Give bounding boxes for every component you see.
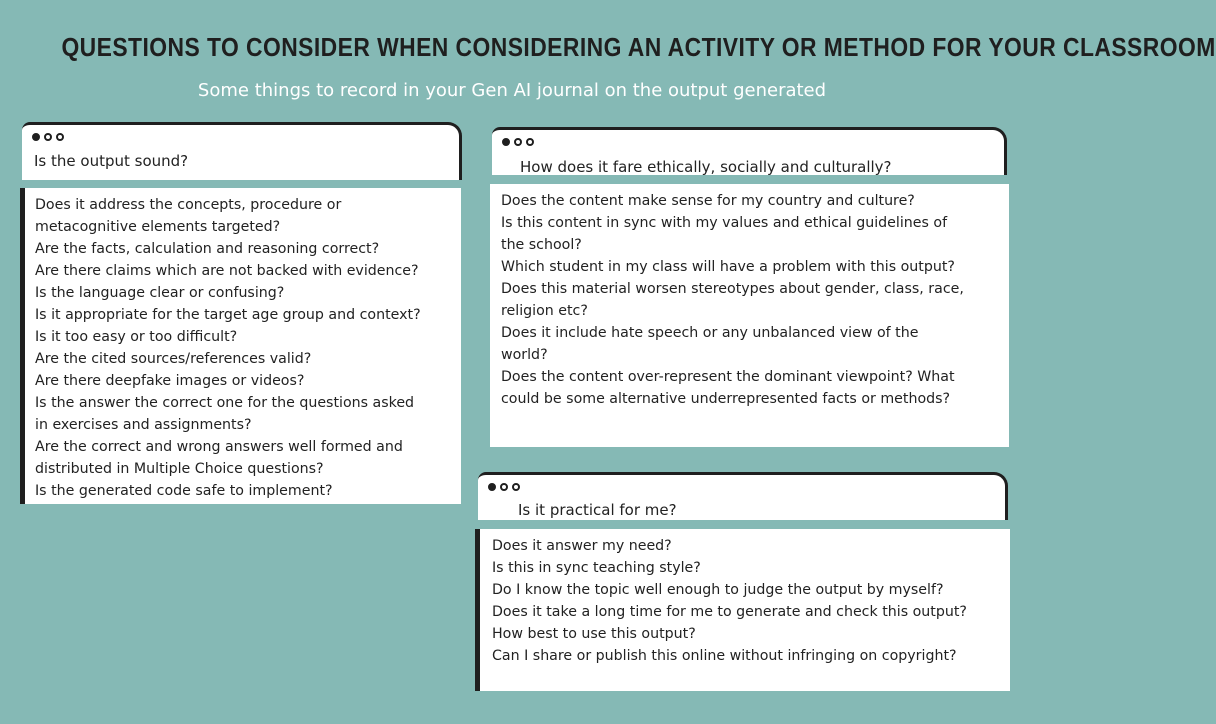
window-dots-icon <box>488 483 520 491</box>
list-item: could be some alternative underrepresented facts or methods? <box>501 391 951 407</box>
window-dots-icon <box>32 133 64 141</box>
card-sound-header <box>22 122 462 180</box>
card-practical-header <box>478 472 1008 520</box>
list-item: Is it appropriate for the target age group and context? <box>35 307 421 323</box>
list-item: Does it include hate speech or any unbalanced view of the <box>501 325 919 341</box>
card-practical-title: Is it practical for me? <box>518 501 677 519</box>
list-item: Is this content in sync with my values and ethical guidelines of <box>501 215 948 231</box>
card-ethics-body <box>490 184 1009 447</box>
list-item: Are there deepfake images or videos? <box>35 373 305 389</box>
card-sound-title: Is the output sound? <box>34 152 189 170</box>
list-item: Does this material worsen stereotypes about gender, class, race, <box>501 281 964 297</box>
list-item: Is the answer the correct one for the questions asked <box>35 395 415 411</box>
list-item: Does the content make sense for my country and culture? <box>501 193 915 209</box>
list-item: Do I know the topic well enough to judge the output by myself? <box>492 582 944 598</box>
card-sound-body <box>20 188 461 504</box>
list-item: in exercises and assignments? <box>35 417 252 433</box>
list-item: Are the facts, calculation and reasoning correct? <box>35 241 380 257</box>
list-item: Does the content over-represent the dominant viewpoint? What <box>501 369 955 385</box>
page-title: QUESTIONS TO CONSIDER WHEN CONSIDERING AN ACTIVITY OR METHOD FOR YOUR CLASSROOM <box>61 32 1216 62</box>
list-item: Is it too easy or too difficult? <box>35 329 238 345</box>
list-item: Is the generated code safe to implement? <box>35 483 333 499</box>
list-item: Can I share or publish this online without infringing on copyright? <box>492 648 957 664</box>
list-item: Are there claims which are not backed with evidence? <box>35 263 419 279</box>
list-item: How best to use this output? <box>492 626 696 642</box>
list-item: Does it address the concepts, procedure or <box>35 197 342 213</box>
list-item: Is this in sync teaching style? <box>492 560 701 576</box>
list-item: the school? <box>501 237 582 253</box>
list-item: Does it answer my need? <box>492 538 672 554</box>
list-item: Is the language clear or confusing? <box>35 285 285 301</box>
card-ethics-title: How does it fare ethically, socially and culturally? <box>520 158 892 176</box>
card-ethics-header <box>492 127 1007 175</box>
list-item: religion etc? <box>501 303 588 319</box>
list-item: metacognitive elements targeted? <box>35 219 281 235</box>
page-subtitle: Some things to record in your Gen AI journal on the output generated <box>197 80 827 101</box>
list-item: Which student in my class will have a problem with this output? <box>501 259 955 275</box>
list-item: Are the correct and wrong answers well formed and <box>35 439 403 455</box>
list-item: Does it take a long time for me to generate and check this output? <box>492 604 967 620</box>
card-practical-body <box>475 529 1010 691</box>
list-item: Are the cited sources/references valid? <box>35 351 312 367</box>
list-item: world? <box>501 347 548 363</box>
list-item: distributed in Multiple Choice questions? <box>35 461 324 477</box>
window-dots-icon <box>502 138 534 146</box>
